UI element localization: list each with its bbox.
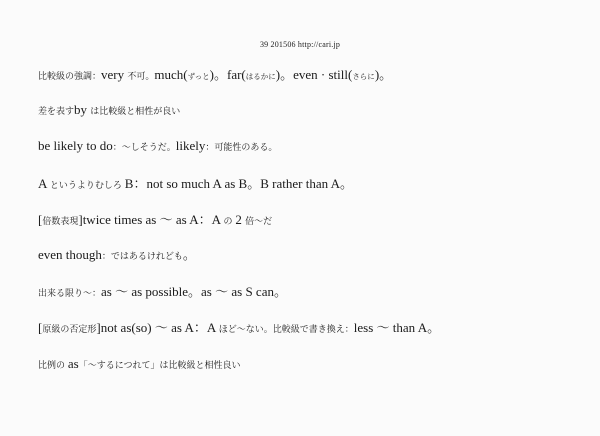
line-not-so-much: A というよりむしろ B：not so much A as B。B rather than A。 <box>38 176 354 191</box>
line-twice-times: [倍数表現]twice times as ～ as A：A の 2 倍～だ <box>38 212 273 227</box>
line-even-though: even though：ではあるけれども。 <box>38 247 196 262</box>
page-header: 39 201506 http://cari.jp <box>259 40 341 49</box>
line-by-difference: 差を表すby は比較級と相性が良い <box>38 102 181 117</box>
line-comparative-emphasis: 比較級の強調：very 不可。much(ずっと)。far(はるかに)。even · still(さらに)。 <box>38 67 393 82</box>
line-proportional-as: 比例の as「～するにつれて」は比較級と相性良い <box>38 356 241 371</box>
line-not-as-so: [原級の否定形]not as(so) ～ as A：A ほど～ない。比較級で書き換え：less ～ than A。 <box>38 320 441 335</box>
line-be-likely: be likely to do：～しそうだ。likely：可能性のある。 <box>38 138 278 153</box>
line-as-possible: 出来る限り～：as ～ as possible。as ～ as S can。 <box>38 284 287 299</box>
